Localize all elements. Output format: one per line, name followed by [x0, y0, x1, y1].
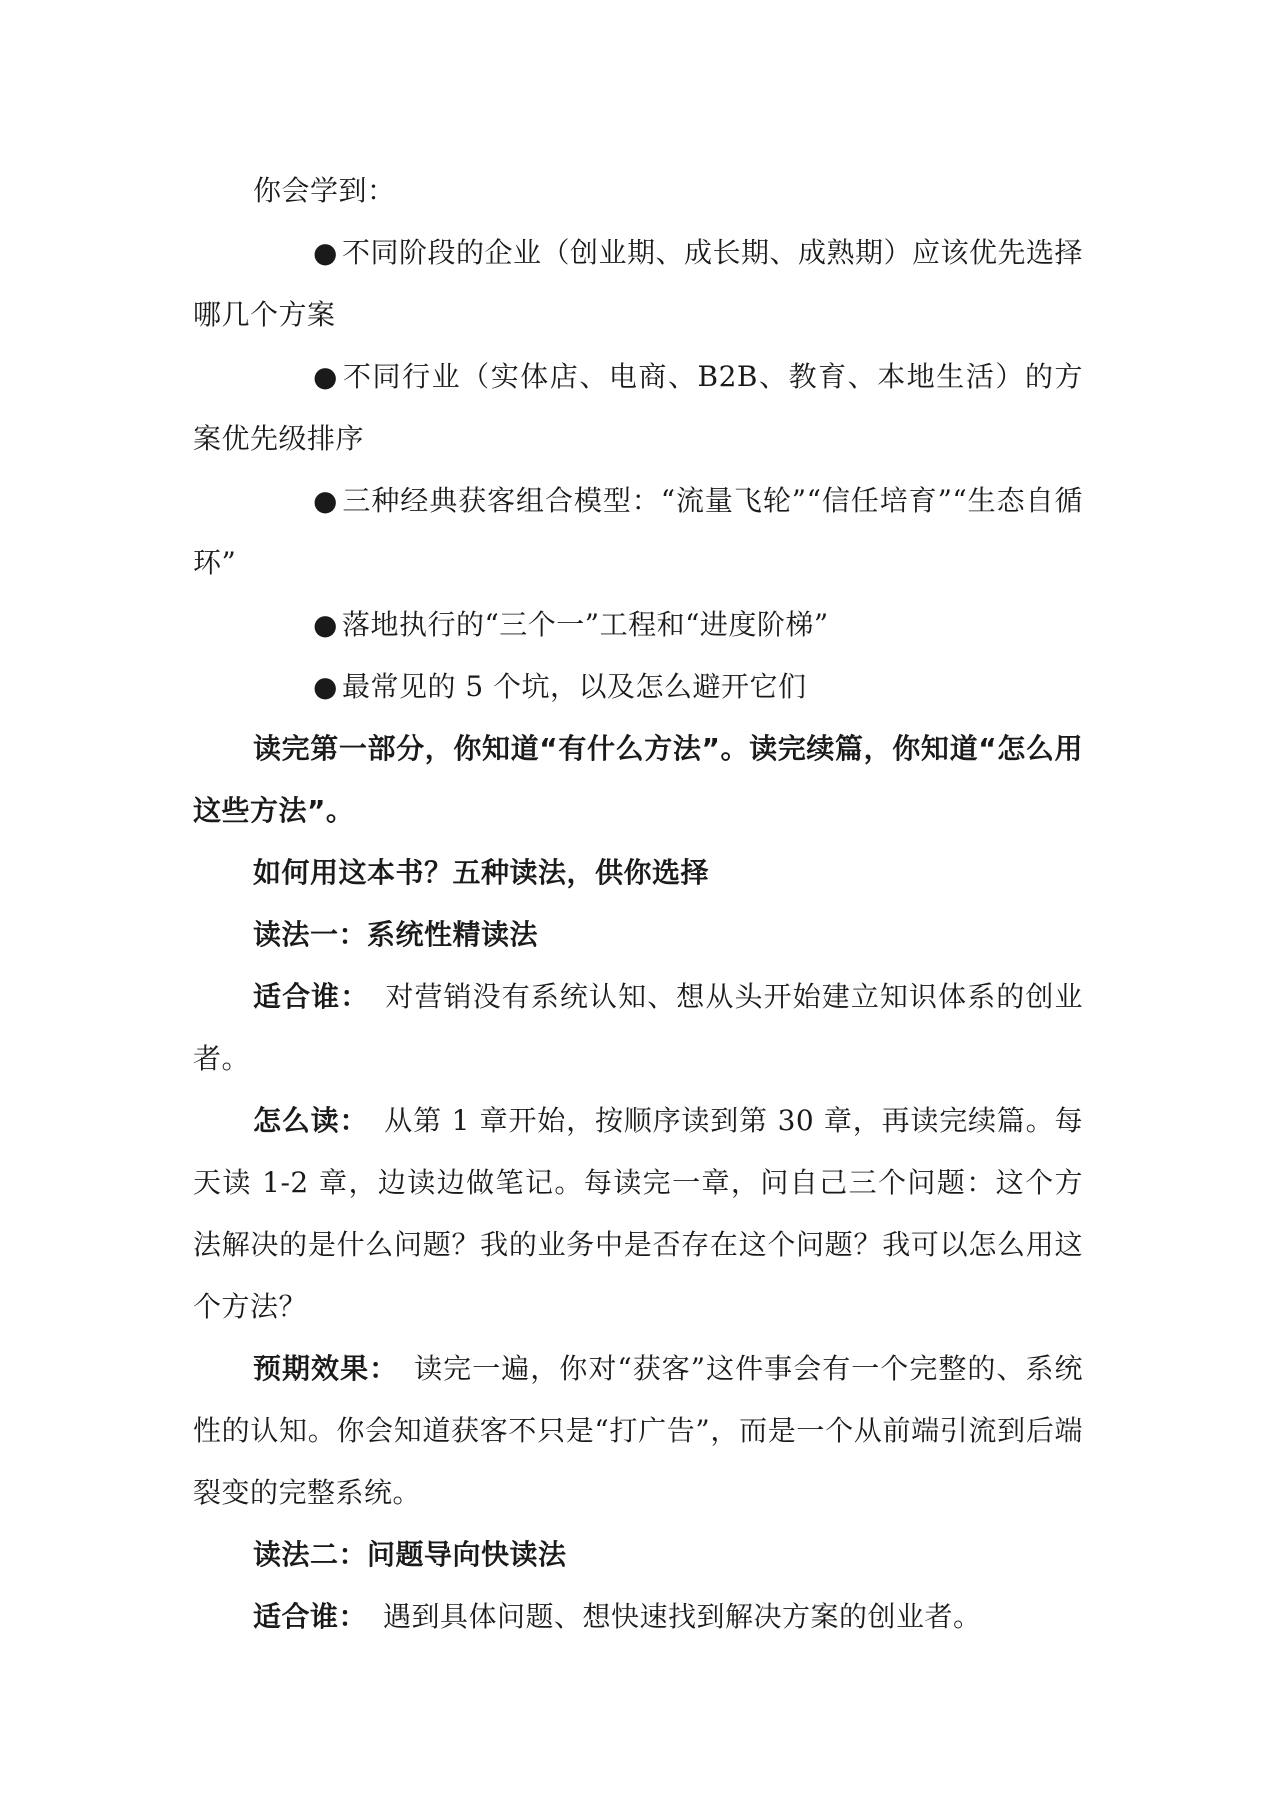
method1-how [193, 1090, 1083, 1338]
bullet-text: 三种经典获客组合模型：“流量飞轮”“信任培育”“生态自循环” [193, 484, 1083, 579]
page-content [193, 160, 1083, 1648]
bullet-icon: ● [313, 484, 338, 517]
bullet-text: 落地执行的“三个一”工程和“进度阶梯” [341, 608, 829, 641]
bullet-text: 最常见的 5 个坑，以及怎么避开它们 [341, 670, 807, 703]
who-label: 适合谁： [253, 1600, 368, 1633]
bullet-item [193, 656, 1083, 718]
summary-paragraph: 读完第一部分，你知道“有什么方法”。读完续篇，你知道“怎么用这些方法”。 [193, 732, 1083, 827]
bullet-icon: ● [313, 236, 338, 269]
effect-text: 读完一遍，你对“获客”这件事会有一个完整的、系统性的认知。你会知道获客不只是“打广告”，而是一个从前端引流到后端裂变的完整系统。 [193, 1352, 1083, 1509]
bullet-text: 不同阶段的企业（创业期、成长期、成熟期）应该优先选择哪几个方案 [193, 236, 1083, 331]
method1-effect [193, 1338, 1083, 1524]
bullet-icon: ● [313, 670, 338, 703]
method2-who [193, 1586, 1083, 1648]
bullet-item [193, 346, 1083, 470]
bullet-text: 不同行业（实体店、电商、B2B、教育、本地生活）的方案优先级排序 [193, 360, 1083, 455]
bullet-icon: ● [313, 360, 338, 393]
how-text: 从第 1 章开始，按顺序读到第 30 章，再读完续篇。每天读 1-2 章，边读边做笔记。每读完一章，问自己三个问题：这个方法解决的是什么问题？我的业务中是否存在这个问题？我可以怎么用这个方法？ [193, 1104, 1083, 1323]
who-label: 适合谁： [253, 980, 370, 1013]
bullet-item [193, 222, 1083, 346]
method2-heading: 读法二：问题导向快读法 [253, 1538, 567, 1571]
section-heading: 如何用这本书？五种读法，供你选择 [253, 856, 710, 889]
how-label: 怎么读： [253, 1104, 369, 1137]
bullet-icon: ● [313, 608, 338, 641]
method1-who [193, 966, 1083, 1090]
bullet-item [193, 470, 1083, 594]
intro-line: 你会学到： [253, 174, 396, 207]
who-text: 对营销没有系统认知、想从头开始建立知识体系的创业者。 [193, 980, 1083, 1075]
effect-label: 预期效果： [253, 1352, 399, 1385]
who-text: 遇到具体问题、想快速找到解决方案的创业者。 [383, 1600, 982, 1633]
bullet-item [193, 594, 1083, 656]
method1-heading: 读法一：系统性精读法 [253, 918, 539, 951]
